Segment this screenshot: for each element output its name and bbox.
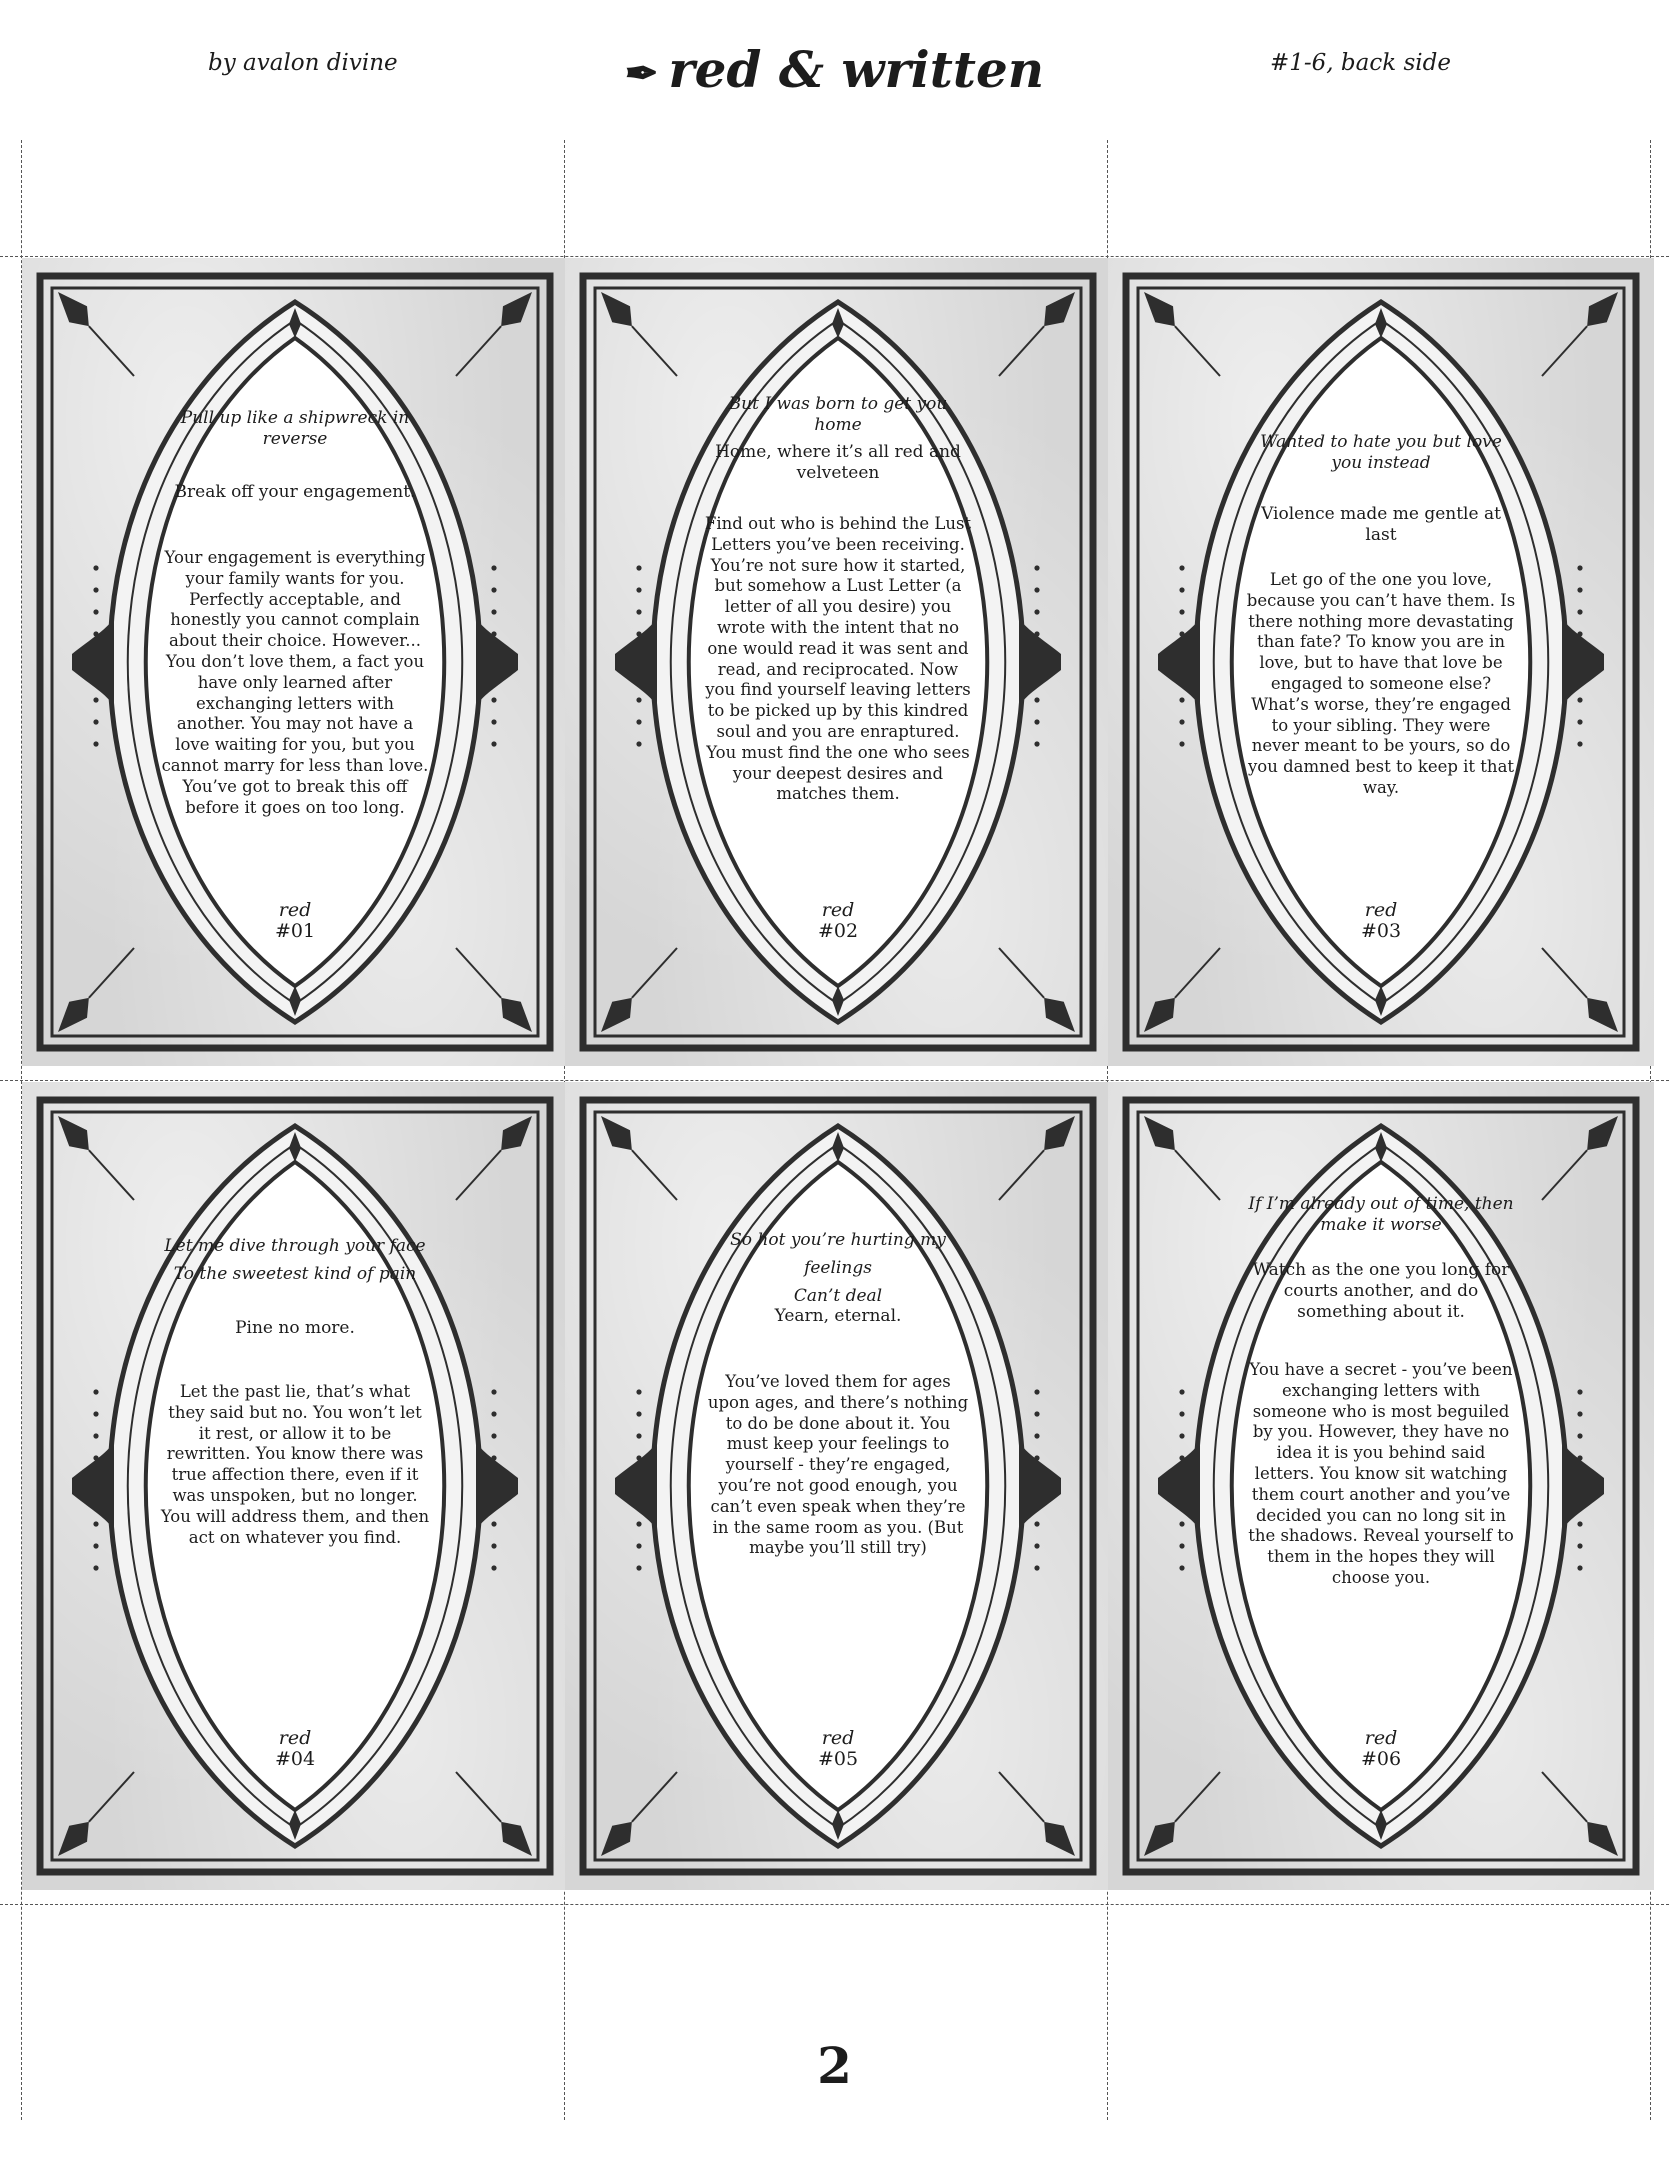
corner-arrow-shaft — [1175, 1772, 1220, 1822]
corner-arrow-shaft — [999, 1772, 1044, 1822]
right-flare-icon — [1019, 618, 1061, 706]
card-prompt: Break off your engagement. — [174, 482, 416, 502]
left-flare-icon — [615, 618, 657, 706]
pen-icon: ✒ — [624, 50, 659, 97]
band-dot — [636, 1455, 641, 1460]
card-subtitle: But I was born to get you home — [728, 394, 948, 435]
corner-arrow-shaft — [89, 1150, 134, 1200]
corner-arrow-icon — [1044, 292, 1075, 326]
band-dot — [1577, 1411, 1582, 1416]
card-signature: red — [1364, 1727, 1398, 1749]
corner-arrow-icon — [58, 1822, 89, 1856]
left-flare-icon — [615, 1442, 657, 1530]
card-subtitle: If I’m already out of time, then make it worse — [1248, 1194, 1514, 1235]
card-subtitle: Pull up like a shipwreck in reverse — [180, 408, 410, 449]
prompt-card — [22, 1082, 568, 1890]
prompt-card — [565, 1082, 1111, 1890]
corner-arrow-shaft — [1175, 1150, 1220, 1200]
card-prompt: Pine no more. — [235, 1318, 355, 1338]
band-dot — [491, 741, 496, 746]
corner-arrow-shaft — [1542, 948, 1587, 998]
band-dot — [636, 565, 641, 570]
band-dot — [1179, 609, 1184, 614]
corner-arrow-shaft — [1175, 326, 1220, 376]
card-text — [703, 1232, 973, 1792]
card-description: You’ve loved them for ages upon ages, and there’s nothing to do be done about it. You must keep your feelings to yourself - they’re engaged, you’re not good enough, you can’t even speak when they’re in the same room as you. (But maybe you’ll still try) — [707, 1372, 969, 1558]
card-text — [160, 408, 430, 968]
band-dot — [1577, 1389, 1582, 1394]
cut-line — [0, 256, 1669, 257]
band-dot — [1179, 587, 1184, 592]
corner-arrow-icon — [1044, 1822, 1075, 1856]
corner-arrow-shaft — [89, 326, 134, 376]
band-dot — [1577, 1543, 1582, 1548]
corner-arrow-icon — [501, 292, 532, 326]
corner-arrow-shaft — [456, 326, 501, 376]
band-dot — [1577, 565, 1582, 570]
card-prompt: Home, where it’s all red and velveteen — [715, 442, 961, 483]
card-number: #06 — [1360, 1748, 1402, 1770]
card-number: #02 — [817, 920, 859, 942]
card-number: #04 — [274, 1748, 316, 1770]
band-dot — [636, 1543, 641, 1548]
band-dot — [1179, 1411, 1184, 1416]
right-flare-icon — [476, 1442, 518, 1530]
corner-arrow-icon — [1587, 1116, 1618, 1150]
band-dot — [1034, 1543, 1039, 1548]
left-flare-icon — [72, 1442, 114, 1530]
band-dot — [491, 1411, 496, 1416]
band-dot — [1179, 565, 1184, 570]
left-flare-icon — [1158, 618, 1200, 706]
band-dot — [1034, 697, 1039, 702]
band-dot — [1577, 609, 1582, 614]
card-signature: red — [278, 1727, 312, 1749]
band-dot — [1034, 1411, 1039, 1416]
band-dot — [1034, 1455, 1039, 1460]
corner-arrow-icon — [1587, 998, 1618, 1032]
band-dot — [1577, 1433, 1582, 1438]
band-dot — [1179, 631, 1184, 636]
band-dot — [491, 1433, 496, 1438]
right-flare-icon — [1019, 1442, 1061, 1530]
corner-arrow-shaft — [1542, 326, 1587, 376]
band-dot — [1577, 719, 1582, 724]
card-signature: red — [278, 899, 312, 921]
corner-arrow-shaft — [632, 326, 677, 376]
card-subtitle: So hot you’re hurting my feelings Can’t deal — [730, 1230, 946, 1306]
band-dot — [1034, 719, 1039, 724]
left-flare-icon — [1158, 1442, 1200, 1530]
band-dot — [93, 1455, 98, 1460]
card-subtitle: Let me dive through your face To the sweetest kind of pain — [164, 1236, 426, 1284]
corner-arrow-shaft — [456, 1772, 501, 1822]
corner-arrow-shaft — [999, 1150, 1044, 1200]
band-dot — [636, 587, 641, 592]
band-dot — [1179, 1521, 1184, 1526]
card-text — [1246, 1194, 1516, 1792]
band-dot — [491, 609, 496, 614]
band-dot — [1034, 631, 1039, 636]
corner-arrow-icon — [501, 1822, 532, 1856]
band-dot — [491, 587, 496, 592]
band-dot — [1179, 1565, 1184, 1570]
band-dot — [93, 1565, 98, 1570]
corner-arrow-shaft — [1542, 1772, 1587, 1822]
band-dot — [491, 1521, 496, 1526]
card-description: Let go of the one you love, because you can’t have them. Is there nothing more devastating than fate? To know you are in love, but to have that love be engaged to someone else? What’s worse, they’re engaged to your sibling. They were never meant to be yours, so do you damned best to keep it that way. — [1246, 570, 1516, 797]
corner-arrow-icon — [58, 292, 89, 326]
band-dot — [1034, 587, 1039, 592]
band-dot — [93, 719, 98, 724]
band-dot — [1034, 1389, 1039, 1394]
band-dot — [636, 631, 641, 636]
right-flare-icon — [476, 618, 518, 706]
band-dot — [93, 609, 98, 614]
right-flare-icon — [1562, 1442, 1604, 1530]
corner-arrow-icon — [1587, 1822, 1618, 1856]
corner-arrow-shaft — [89, 1772, 134, 1822]
corner-arrow-shaft — [1542, 1150, 1587, 1200]
band-dot — [1577, 1455, 1582, 1460]
corner-arrow-icon — [601, 1116, 632, 1150]
card-description: Find out who is behind the Lust Letters you’ve been receiving. You’re not sure how it started, but somehow a Lust Letter (a letter of all you desire) you wrote with the intent that no one would read it was sent and read, and reciprocated. Now you find yourself leaving letters to be picked up by this kindred soul and you are enraptured. You must find the one who sees your deepest desires and matches them. — [704, 514, 972, 804]
corner-arrow-icon — [601, 1822, 632, 1856]
corner-arrow-icon — [501, 998, 532, 1032]
band-dot — [636, 697, 641, 702]
band-dot — [491, 631, 496, 636]
corner-arrow-icon — [1044, 1116, 1075, 1150]
band-dot — [1034, 1433, 1039, 1438]
card-text — [703, 394, 973, 968]
corner-arrow-icon — [1144, 1116, 1175, 1150]
band-dot — [636, 1565, 641, 1570]
band-dot — [636, 719, 641, 724]
band-dot — [1034, 565, 1039, 570]
card-signature: red — [821, 1727, 855, 1749]
card-description: Let the past lie, that’s what they said but no. You won’t let it rest, or allow it to be rewritten. You know there was true affection there, even if it was unspoken, but no longer. You will address them, and then act on whatever you find. — [160, 1382, 430, 1547]
band-dot — [1179, 719, 1184, 724]
band-dot — [636, 1389, 641, 1394]
card-subtitle: Wanted to hate you but love you instead — [1260, 432, 1502, 473]
band-dot — [1577, 1565, 1582, 1570]
band-dot — [1577, 1521, 1582, 1526]
card-text — [160, 1232, 430, 1792]
band-dot — [491, 697, 496, 702]
band-dot — [491, 1455, 496, 1460]
band-dot — [1577, 741, 1582, 746]
band-dot — [93, 1543, 98, 1548]
band-dot — [93, 1411, 98, 1416]
band-dot — [1034, 741, 1039, 746]
band-dot — [1577, 587, 1582, 592]
card-number: #05 — [817, 1748, 859, 1770]
corner-arrow-shaft — [456, 948, 501, 998]
prompt-card — [565, 258, 1111, 1066]
card-text — [1246, 408, 1516, 968]
band-dot — [1577, 697, 1582, 702]
band-dot — [1034, 1521, 1039, 1526]
corner-arrow-icon — [501, 1116, 532, 1150]
band-dot — [1179, 1433, 1184, 1438]
corner-arrow-shaft — [632, 1772, 677, 1822]
band-dot — [1179, 741, 1184, 746]
right-flare-icon — [1562, 618, 1604, 706]
card-description: Your engagement is everything your family wants for you. Perfectly acceptable, and honestly you cannot complain about their choice. However... You don’t love them, a fact you have only learned after exchanging letters with another. You may not have a love waiting for you, but you cannot marry for less than love. You’ve got to break this off before it goes on too long. — [161, 548, 429, 817]
band-dot — [491, 719, 496, 724]
band-dot — [1577, 631, 1582, 636]
corner-arrow-icon — [601, 292, 632, 326]
title-text: red & written — [668, 40, 1045, 99]
band-dot — [93, 1521, 98, 1526]
corner-arrow-icon — [1144, 998, 1175, 1032]
corner-arrow-shaft — [1175, 948, 1220, 998]
band-dot — [93, 565, 98, 570]
band-dot — [491, 1565, 496, 1570]
card-description: You have a secret - you’ve been exchanging letters with someone who is most beguiled by you. However, they have no idea it is you behind said letters. You know sit watching them court another and you’ve decided you can no long sit in the shadows. Reveal yourself to them in the hopes they will choose you. — [1248, 1360, 1514, 1587]
band-dot — [1179, 1455, 1184, 1460]
corner-arrow-shaft — [999, 326, 1044, 376]
band-dot — [636, 1521, 641, 1526]
band-dot — [1034, 1565, 1039, 1570]
card-number: #03 — [1360, 920, 1402, 942]
band-dot — [491, 1389, 496, 1394]
band-dot — [1034, 609, 1039, 614]
card-signature: red — [821, 899, 855, 921]
corner-arrow-icon — [601, 998, 632, 1032]
corner-arrow-icon — [1144, 292, 1175, 326]
page-label: #1-6, back side — [1270, 50, 1451, 76]
card-prompt: Watch as the one you long for courts another, and do something about it. — [1252, 1260, 1510, 1322]
band-dot — [636, 741, 641, 746]
corner-arrow-shaft — [999, 948, 1044, 998]
band-dot — [1179, 1389, 1184, 1394]
corner-arrow-icon — [1587, 292, 1618, 326]
corner-arrow-shaft — [89, 948, 134, 998]
band-dot — [491, 565, 496, 570]
corner-arrow-icon — [1044, 998, 1075, 1032]
page-number: 2 — [817, 2036, 852, 2095]
band-dot — [1179, 1543, 1184, 1548]
card-prompt: Yearn, eternal. — [774, 1306, 902, 1326]
corner-arrow-shaft — [632, 948, 677, 998]
band-dot — [93, 1389, 98, 1394]
corner-arrow-icon — [58, 1116, 89, 1150]
band-dot — [93, 697, 98, 702]
cut-line — [0, 1904, 1669, 1905]
corner-arrow-icon — [58, 998, 89, 1032]
corner-arrow-icon — [1144, 1822, 1175, 1856]
band-dot — [1179, 697, 1184, 702]
band-dot — [636, 609, 641, 614]
band-dot — [93, 741, 98, 746]
left-flare-icon — [72, 618, 114, 706]
corner-arrow-shaft — [632, 1150, 677, 1200]
prompt-card — [22, 258, 568, 1066]
card-signature: red — [1364, 899, 1398, 921]
band-dot — [93, 587, 98, 592]
cut-line — [0, 1080, 1669, 1081]
band-dot — [93, 631, 98, 636]
band-dot — [491, 1543, 496, 1548]
prompt-card — [1108, 258, 1654, 1066]
band-dot — [93, 1433, 98, 1438]
author-credit: by avalon divine — [208, 50, 398, 76]
band-dot — [636, 1433, 641, 1438]
band-dot — [636, 1411, 641, 1416]
prompt-card — [1108, 1082, 1654, 1890]
card-prompt: Violence made me gentle at last — [1261, 504, 1501, 545]
card-number: #01 — [274, 920, 316, 942]
corner-arrow-shaft — [456, 1150, 501, 1200]
